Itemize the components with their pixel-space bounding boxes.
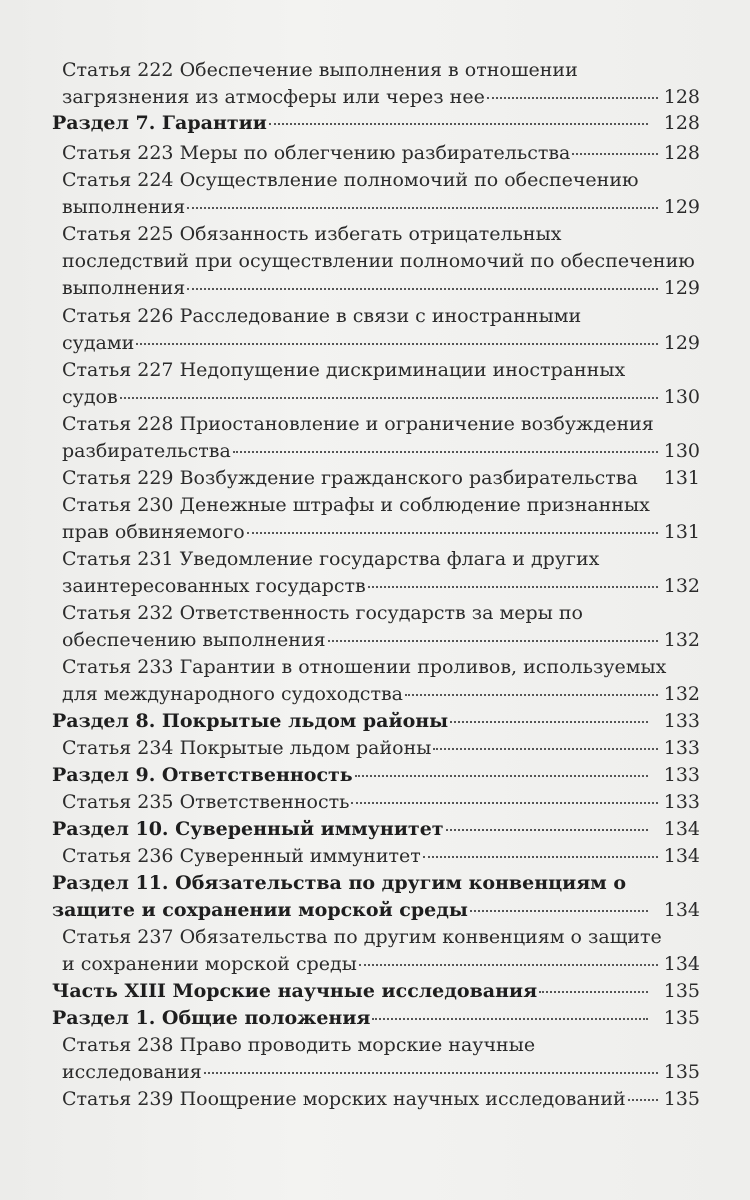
toc-page-number: 128 [663, 86, 700, 108]
toc-article-entry [62, 303, 662, 357]
toc-section-entry [52, 978, 652, 1005]
toc-entry-line: Статья 234 Покрытые льдом районы [62, 737, 432, 759]
toc-section-entry [52, 762, 652, 789]
dot-leader [351, 800, 658, 804]
toc-page-number: 134 [663, 818, 700, 840]
toc-page-number: 133 [663, 791, 700, 813]
toc-entry-line: выполнения [62, 196, 186, 218]
toc-article-entry [62, 167, 662, 221]
dot-leader [487, 95, 658, 99]
toc-page-number: 133 [663, 737, 700, 759]
toc-article-entry [62, 843, 662, 870]
toc-page-number: 128 [663, 112, 700, 134]
dot-leader [539, 989, 648, 993]
dot-leader [233, 449, 658, 453]
toc-entry-line: и сохранении морской среды [62, 953, 357, 975]
dot-leader [136, 341, 658, 345]
toc-page-number: 132 [663, 683, 700, 705]
toc-section-entry [52, 110, 652, 137]
toc-page-number: 135 [663, 980, 700, 1002]
dot-leader [423, 854, 658, 858]
toc-page-number: 133 [663, 710, 700, 732]
dot-leader [470, 908, 648, 912]
toc-entry-line: Статья 228 Приостановление и ограничение возбуждения [62, 413, 654, 435]
dot-leader [372, 1016, 648, 1020]
toc-page-number: 135 [663, 1061, 700, 1083]
dot-leader [446, 827, 648, 831]
toc-section-entry [52, 708, 652, 735]
toc-entry-line: Статья 237 Обязательства по другим конвенциям о защите [62, 926, 662, 948]
toc-article-entry [62, 465, 638, 492]
dot-leader [355, 773, 648, 777]
toc-entry-line: последствий при осуществлении полномочий по обеспечению [62, 250, 695, 272]
toc-entry-line: Статья 224 Осуществление полномочий по обеспечению [62, 169, 639, 191]
toc-entry-line: Статья 238 Право проводить морские научные [62, 1034, 536, 1056]
toc-article-entry [62, 357, 662, 411]
toc-page-number: 129 [663, 277, 700, 299]
toc-entry-line: выполнения [62, 277, 186, 299]
toc-page-number: 134 [663, 899, 700, 921]
toc-page-number: 130 [663, 386, 700, 408]
dot-leader [204, 1070, 658, 1074]
toc-page-number: 132 [663, 629, 700, 651]
toc-entry-line: Раздел 1. Общие положения [52, 1007, 371, 1029]
toc-page-number: 129 [663, 332, 700, 354]
toc-entry-line: Статья 226 Расследование в связи с иностранными [62, 305, 582, 327]
toc-page-number: 134 [663, 953, 700, 975]
toc-article-entry [62, 1086, 662, 1113]
toc-entry-line: Статья 233 Гарантии в отношении проливов, используемых [62, 656, 667, 678]
toc-article-entry [62, 789, 662, 816]
toc-entry-line: Статья 225 Обязанность избегать отрицательных [62, 223, 562, 245]
toc-article-entry [62, 411, 662, 465]
toc-entry-line: Статья 230 Денежные штрафы и соблюдение признанных [62, 494, 650, 516]
dot-leader [328, 638, 658, 642]
toc-section-entry [52, 816, 652, 843]
toc-page-number: 129 [663, 196, 700, 218]
toc-page-number: 131 [663, 467, 700, 489]
toc-entry-line: Раздел 8. Покрытые льдом районы [52, 710, 449, 732]
dot-leader [247, 530, 658, 534]
dot-leader [269, 121, 648, 125]
dot-leader [450, 719, 648, 723]
toc-entry-line: Статья 232 Ответственность государств за меры по [62, 602, 583, 624]
toc-entry-line: Статья 235 Ответственность [62, 791, 350, 813]
toc-entry-line: Статья 236 Суверенный иммунитет [62, 845, 421, 867]
toc-entry-line: Раздел 11. Обязательства по другим конвенциям о [52, 872, 627, 894]
dot-leader [433, 746, 658, 750]
toc-entry-line: Статья 231 Уведомление государства флага и других [62, 548, 600, 570]
dot-leader [572, 151, 658, 155]
toc-entry-line: судов [62, 386, 118, 408]
toc-article-entry [62, 492, 662, 546]
toc-entry-line: Раздел 10. Суверенный иммунитет [52, 818, 444, 840]
toc-article-entry [62, 1032, 662, 1086]
toc-entry-line: Статья 227 Недопущение дискриминации иностранных [62, 359, 626, 381]
toc-page-number: 131 [663, 521, 700, 543]
toc-page-number: 135 [663, 1088, 700, 1110]
toc-entry-line: судами [62, 332, 135, 354]
toc-page-number: 135 [663, 1007, 700, 1029]
toc-entry-line: защите и сохранении морской среды [52, 899, 468, 921]
toc-entry-line: Статья 223 Меры по облегчению разбирательства [62, 142, 571, 164]
toc-page-number: 130 [663, 440, 700, 462]
toc-article-entry [62, 57, 662, 111]
toc-page-number: 128 [663, 142, 700, 164]
toc-entry-line: прав обвиняемого [62, 521, 245, 543]
toc-article-entry [62, 600, 662, 654]
toc-entry-line: Часть XIII Морские научные исследования [52, 980, 538, 1002]
toc-entry-line: Раздел 7. Гарантии [52, 112, 267, 134]
toc-article-entry [62, 924, 662, 978]
dot-leader [187, 286, 658, 290]
toc-entry-line: Статья 239 Поощрение морских научных исследований [62, 1088, 626, 1110]
dot-leader [359, 962, 658, 966]
dot-leader [120, 395, 658, 399]
toc-article-entry [62, 140, 662, 167]
toc-entry-line: Статья 222 Обеспечение выполнения в отношении [62, 59, 578, 81]
dot-leader [187, 205, 658, 209]
toc-section-entry [52, 1005, 652, 1032]
toc-page-number: 134 [663, 845, 700, 867]
toc-entry-line: Статья 229 Возбуждение гражданского разбирательства [62, 467, 638, 489]
toc-entry-line: для международного судоходства [62, 683, 403, 705]
toc-entry-line: обеспечению выполнения [62, 629, 326, 651]
toc-article-entry [62, 546, 662, 600]
dot-leader [405, 692, 658, 696]
toc-entry-line: заинтересованных государств [62, 575, 366, 597]
toc-entry-line: разбирательства [62, 440, 231, 462]
toc-article-entry [62, 735, 662, 762]
toc-section-entry [52, 870, 652, 924]
toc-page-number: 133 [663, 764, 700, 786]
dot-leader [368, 584, 658, 588]
toc-entry-line: Раздел 9. Ответственность [52, 764, 353, 786]
toc-page-number: 132 [663, 575, 700, 597]
toc-entry-line: исследования [62, 1061, 202, 1083]
toc-entry-line: загрязнения из атмосферы или через нее [62, 86, 485, 108]
toc-article-entry [62, 654, 667, 708]
